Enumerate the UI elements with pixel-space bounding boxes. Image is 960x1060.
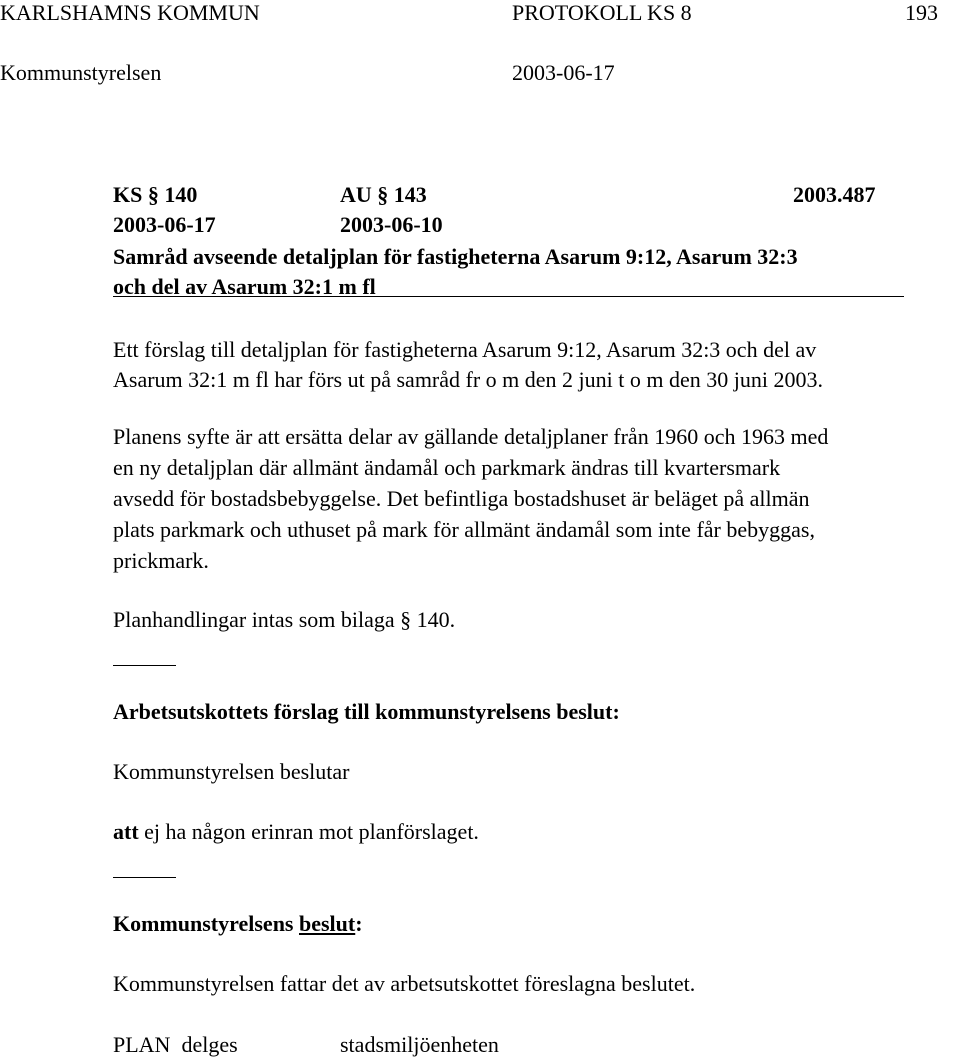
case-reference: 2003.487 bbox=[793, 182, 876, 207]
distribution-recipient: stadsmiljöenheten bbox=[340, 1032, 499, 1057]
ks-decision-text: Kommunstyrelsen fattar det av arbetsutskottet föreslagna beslutet. bbox=[113, 971, 696, 996]
au-date: 2003-06-10 bbox=[340, 212, 443, 237]
title-underline bbox=[113, 296, 904, 297]
header-org: KARLSHAMNS KOMMUN bbox=[0, 0, 260, 25]
attachment-note: Planhandlingar intas som bilaga § 140. bbox=[113, 607, 456, 632]
case-title-line-1: Samråd avseende detaljplan för fastigheterna Asarum 9:12, Asarum 32:3 bbox=[113, 244, 798, 269]
paragraph-1-line-2: Asarum 32:1 m fl har förs ut på samråd fr o m den 2 juni t o m den 30 juni 2003. bbox=[113, 367, 823, 392]
header-doc: PROTOKOLL KS 8 bbox=[512, 0, 692, 25]
ks-decision-heading bbox=[113, 911, 363, 937]
att-text: ej ha någon erinran mot planförslaget. bbox=[138, 819, 479, 844]
page-number: 193 bbox=[905, 0, 938, 25]
ks-date: 2003-06-17 bbox=[113, 212, 216, 237]
att-keyword: att bbox=[113, 819, 139, 844]
paragraph-2-line-3: avsedd för bostadsbebyggelse. Det befintliga bostadshuset är beläget på allmän bbox=[113, 486, 810, 511]
header-date: 2003-06-17 bbox=[512, 60, 615, 85]
header-body: Kommunstyrelsen bbox=[0, 60, 162, 85]
ks-decision-heading-part-1: Kommunstyrelsens bbox=[113, 911, 299, 936]
case-title-line-2: och del av Asarum 32:1 m fl bbox=[113, 274, 376, 299]
separator-2 bbox=[113, 877, 176, 878]
paragraph-2-line-4: plats parkmark och uthuset på mark för allmänt ändamål som inte får bebyggas, bbox=[113, 517, 815, 542]
au-proposal-heading: Arbetsutskottets förslag till kommunstyrelsens beslut: bbox=[113, 699, 620, 724]
paragraph-2-line-1: Planens syfte är att ersätta delar av gällande detaljplaner från 1960 och 1963 med bbox=[113, 424, 829, 449]
ks-decision-heading-underlined: beslut bbox=[299, 911, 356, 936]
au-proposal-line-1: Kommunstyrelsen beslutar bbox=[113, 759, 350, 784]
paragraph-1-line-1: Ett förslag till detaljplan för fastigheterna Asarum 9:12, Asarum 32:3 och del av bbox=[113, 337, 817, 362]
au-proposal-att-line bbox=[113, 819, 479, 845]
paragraph-2-line-5: prickmark. bbox=[113, 548, 209, 573]
au-section-label: AU § 143 bbox=[340, 182, 427, 207]
distribution-label: PLAN delges bbox=[113, 1032, 238, 1057]
ks-decision-heading-part-2: : bbox=[355, 911, 363, 936]
separator-1 bbox=[113, 665, 176, 666]
paragraph-2-line-2: en ny detaljplan där allmänt ändamål och parkmark ändras till kvartersmark bbox=[113, 455, 781, 480]
ks-section-label: KS § 140 bbox=[113, 182, 198, 207]
